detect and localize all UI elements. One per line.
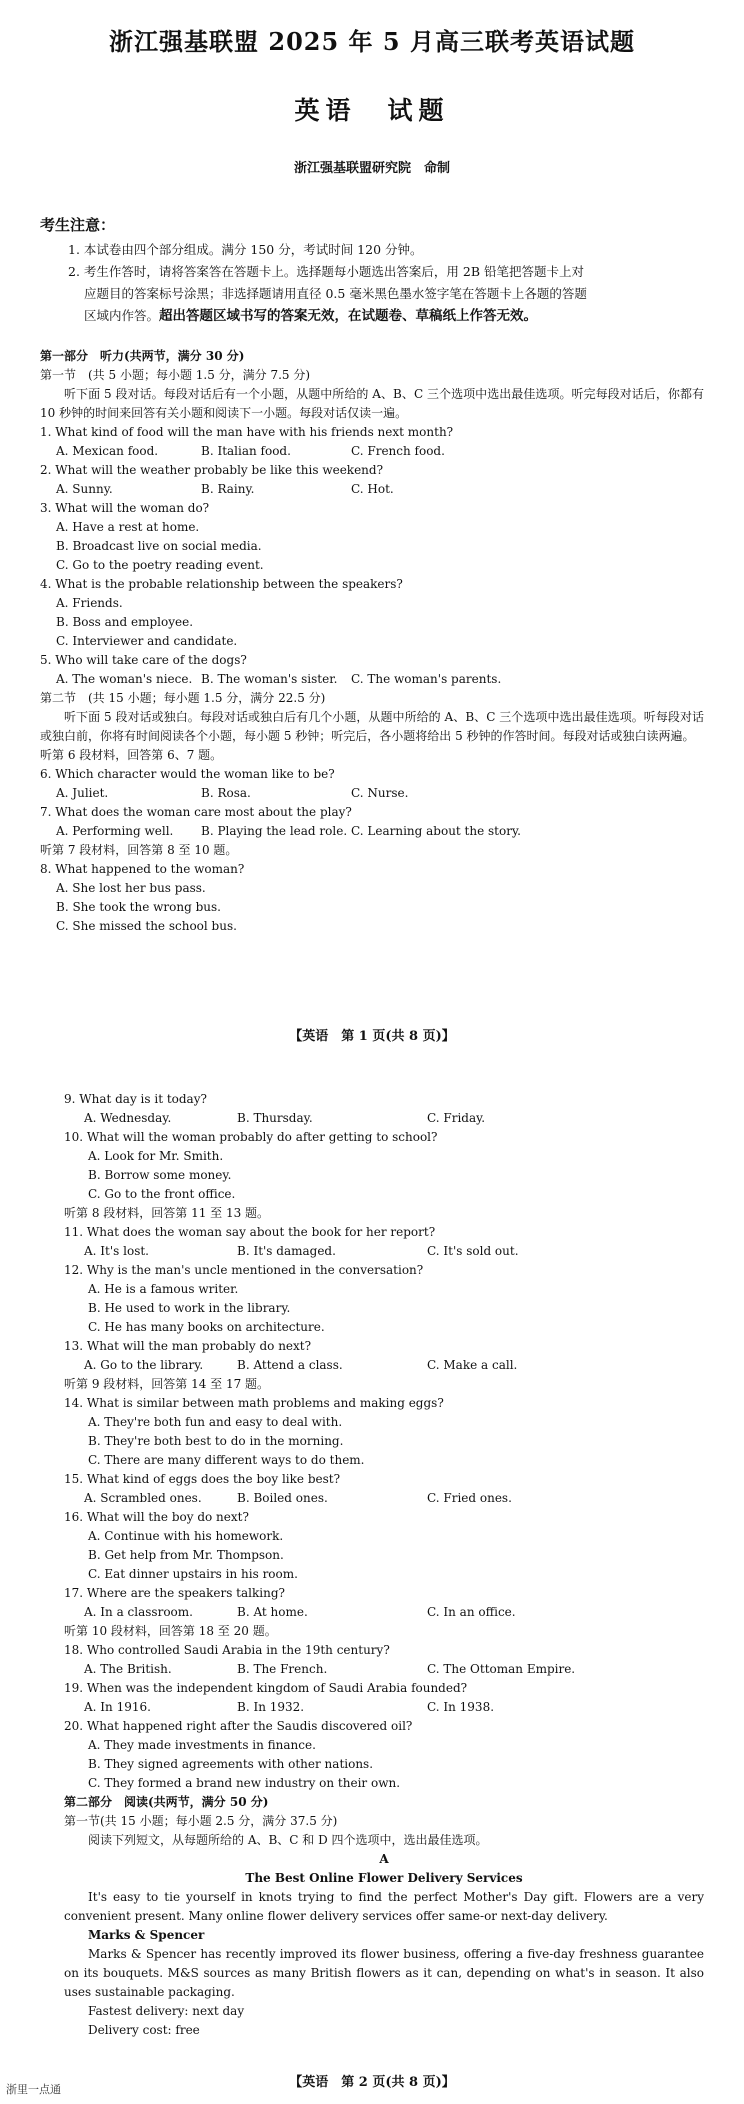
question-6-options [40, 784, 704, 803]
question-16: 16. What will the boy do next? [64, 1510, 249, 1524]
option: A. Have a rest at home. [56, 520, 200, 534]
option: B. The woman's sister. [201, 672, 338, 686]
delivery-cost: Delivery cost: free [88, 2023, 200, 2037]
option: C. Learning about the story. [351, 824, 521, 838]
question-1-options [40, 442, 704, 461]
option: B. Playing the lead role. [201, 824, 348, 838]
notice-item-2-line-3a: 区域内作答。 [84, 308, 160, 323]
option: A. In 1916. [84, 1700, 151, 1714]
question-2: 2. What will the weather probably be like this weekend? [40, 463, 384, 477]
question-13-options [64, 1356, 704, 1375]
option: B. He used to work in the library. [88, 1301, 291, 1315]
option: C. Interviewer and candidate. [56, 634, 238, 648]
option: B. Italian food. [201, 444, 291, 458]
option: B. They're both best to do in the morning. [88, 1434, 344, 1448]
option: C. French food. [351, 444, 445, 458]
option: B. It's damaged. [237, 1244, 336, 1258]
question-18-options [64, 1660, 704, 1679]
option: A. Sunny. [56, 482, 113, 496]
option: A. He is a famous writer. [88, 1282, 239, 1296]
material-6-note: 听第 6 段材料，回答第 6、7 题。 [40, 748, 223, 762]
question-6: 6. Which character would the woman like to be? [40, 767, 335, 781]
option: A. It's lost. [84, 1244, 149, 1258]
option: A. The woman's niece. [56, 672, 193, 686]
option: B. In 1932. [237, 1700, 305, 1714]
option: A. Continue with his homework. [88, 1529, 284, 1543]
material-10-note: 听第 10 段材料，回答第 18 至 20 题。 [64, 1624, 277, 1638]
question-3: 3. What will the woman do? [40, 501, 210, 515]
option: C. Go to the poetry reading event. [56, 558, 264, 572]
section2-heading: 第二节 (共 15 小题；每小题 1.5 分，满分 22.5 分) [40, 691, 326, 705]
option: A. Scrambled ones. [84, 1491, 202, 1505]
question-12: 12. Why is the man's uncle mentioned in the conversation? [64, 1263, 424, 1277]
option: A. In a classroom. [84, 1605, 193, 1619]
option: A. Mexican food. [56, 444, 159, 458]
part2-instructions: 阅读下列短文，从每题所给的 A、B、C 和 D 四个选项中，选出最佳选项。 [88, 1833, 488, 1847]
question-18: 18. Who controlled Saudi Arabia in the 19th century? [64, 1643, 390, 1657]
question-19: 19. When was the independent kingdom of Saudi Arabia founded? [64, 1681, 468, 1695]
option: B. Rosa. [201, 786, 251, 800]
option: B. At home. [237, 1605, 308, 1619]
notice-item-2-line-1: 2. 考生作答时，请将答案答在答题卡上。选择题每小题选出答案后，用 2B 铅笔把答题卡上对 [68, 264, 584, 279]
page2-body [64, 1090, 704, 2040]
option: A. They're both fun and easy to deal with. [88, 1415, 343, 1429]
notice-item-1: 1. 本试卷由四个部分组成。满分 150 分，考试时间 120 分钟。 [68, 242, 423, 257]
option: C. Go to the front office. [88, 1187, 236, 1201]
notice-heading: 考生注意： [40, 216, 116, 234]
part1-body [40, 347, 704, 936]
exam-title: 浙江强基联盟 2025 年 5 月高三联考英语试题 [109, 27, 635, 56]
part2-heading: 第二部分 阅读(共两节，满分 50 分) [64, 1795, 269, 1809]
option: C. She missed the school bus. [56, 919, 237, 933]
maker-line: 浙江强基联盟研究院 命制 [293, 161, 450, 176]
subject-subtitle: 英语 试题 [294, 96, 450, 125]
delivery-speed: Fastest delivery: next day [88, 2004, 245, 2018]
section-heading-marks-spencer: Marks & Spencer [88, 1928, 205, 1942]
option: A. They made investments in finance. [88, 1738, 316, 1752]
question-4: 4. What is the probable relationship between the speakers? [40, 577, 403, 591]
passage-paragraph: It's easy to tie yourself in knots trying to find the perfect Mother's Day gift. Flowers are a very convenient present. Many online flower delivery services offer same-or next-day delivery. [64, 1890, 704, 1923]
material-9-note: 听第 9 段材料，回答第 14 至 17 题。 [64, 1377, 270, 1391]
option: C. Friday. [427, 1111, 486, 1125]
page-footer-2: 【英语 第 2 页(共 8 页)】 [289, 2075, 455, 2090]
watermark: 浙里一点通 [6, 2083, 61, 2096]
option: B. Boss and employee. [56, 615, 194, 629]
option: C. In 1938. [427, 1700, 495, 1714]
page-footer-1: 【英语 第 1 页(共 8 页)】 [289, 1029, 455, 1044]
question-17: 17. Where are the speakers talking? [64, 1586, 285, 1600]
material-8-note: 听第 8 段材料，回答第 11 至 13 题。 [64, 1206, 270, 1220]
option: C. In an office. [427, 1605, 516, 1619]
option: B. Thursday. [237, 1111, 313, 1125]
question-15: 15. What kind of eggs does the boy like best? [64, 1472, 341, 1486]
question-1: 1. What kind of food will the man have with his friends next month? [40, 425, 454, 439]
option: C. There are many different ways to do them. [88, 1453, 365, 1467]
question-5-options [40, 670, 704, 689]
option: C. Make a call. [427, 1358, 518, 1372]
option: B. Attend a class. [237, 1358, 343, 1372]
option: B. Broadcast live on social media. [56, 539, 262, 553]
option: A. Juliet. [56, 786, 109, 800]
notice-warning: 超出答题区域书写的答案无效，在试题卷、草稿纸上作答无效。 [159, 308, 538, 324]
option: C. The woman's parents. [351, 672, 502, 686]
question-11: 11. What does the woman say about the book for her report? [64, 1225, 436, 1239]
option: B. Rainy. [201, 482, 255, 496]
question-9: 9. What day is it today? [64, 1092, 207, 1106]
section1-heading: 第一节 (共 5 小题；每小题 1.5 分，满分 7.5 分) [40, 368, 311, 382]
option: B. They signed agreements with other nations. [88, 1757, 374, 1771]
passage-letter: A [379, 1852, 389, 1866]
option: C. They formed a brand new industry on their own. [88, 1776, 401, 1790]
question-2-options [40, 480, 704, 499]
passage-title: The Best Online Flower Delivery Services [245, 1871, 523, 1885]
exam-page-2 [0, 1062, 744, 2104]
part1-heading: 第一部分 听力(共两节，满分 30 分) [40, 349, 245, 363]
section1-instructions: 听下面 5 段对话。每段对话后有一个小题，从题中所给的 A、B、C 三个选项中选出最佳选项。听完每段对话后，你都有 10 秒钟的时间来回答有关小题和阅读下一小题。每段对话仅读一遍。 [40, 387, 704, 420]
option: B. Borrow some money. [88, 1168, 232, 1182]
passage-paragraph: Marks & Spencer has recently improved its flower business, offering a five-day freshness guarantee on its bouquets. M&S sources as many British flowers as it can, depending on what's in season. It also uses sustainable packaging. [64, 1947, 704, 1999]
option: C. Hot. [351, 482, 394, 496]
option: C. Fried ones. [427, 1491, 512, 1505]
material-7-note: 听第 7 段材料，回答第 8 至 10 题。 [40, 843, 238, 857]
question-14: 14. What is similar between math problems and making eggs? [64, 1396, 444, 1410]
option: B. Get help from Mr. Thompson. [88, 1548, 284, 1562]
question-8: 8. What happened to the woman? [40, 862, 245, 876]
option: A. Friends. [56, 596, 123, 610]
option: B. Boiled ones. [237, 1491, 328, 1505]
option: B. She took the wrong bus. [56, 900, 221, 914]
option: C. He has many books on architecture. [88, 1320, 325, 1334]
part2-section1-heading: 第一节(共 15 小题；每小题 2.5 分，满分 37.5 分) [64, 1814, 338, 1828]
option: C. Eat dinner upstairs in his room. [88, 1567, 298, 1581]
question-19-options [64, 1698, 704, 1717]
option: A. Look for Mr. Smith. [88, 1149, 224, 1163]
notice-item-2-line-3 [68, 305, 704, 327]
question-7: 7. What does the woman care most about the play? [40, 805, 352, 819]
option: A. Wednesday. [84, 1111, 172, 1125]
question-20: 20. What happened right after the Saudis discovered oil? [64, 1719, 413, 1733]
option: A. Performing well. [56, 824, 174, 838]
question-5: 5. Who will take care of the dogs? [40, 653, 247, 667]
option: A. She lost her bus pass. [56, 881, 206, 895]
question-17-options [64, 1603, 704, 1622]
question-11-options [64, 1242, 704, 1261]
option: C. The Ottoman Empire. [427, 1662, 576, 1676]
question-15-options [64, 1489, 704, 1508]
option: C. Nurse. [351, 786, 409, 800]
question-9-options [64, 1109, 704, 1128]
question-13: 13. What will the man probably do next? [64, 1339, 312, 1353]
question-10: 10. What will the woman probably do after getting to school? [64, 1130, 438, 1144]
option: A. Go to the library. [84, 1358, 204, 1372]
option: A. The British. [84, 1662, 172, 1676]
notice-block [68, 239, 704, 327]
notice-item-2-line-2: 应题目的答案标号涂黑；非选择题请用直径 0.5 毫米黑色墨水签字笔在答题卡上各题的答题 [84, 286, 587, 301]
section2-instructions: 听下面 5 段对话或独白。每段对话或独白后有几个小题，从题中所给的 A、B、C 三个选项中选出最佳选项。听每段对话或独白前，你将有时间阅读各个小题，每小题 5 秒钟；听完后，各小题将给出 5 秒钟的作答时间。每段对话或独白读两遍。 [40, 710, 704, 743]
option: B. The French. [237, 1662, 328, 1676]
option: C. It's sold out. [427, 1244, 519, 1258]
question-7-options [40, 822, 704, 841]
